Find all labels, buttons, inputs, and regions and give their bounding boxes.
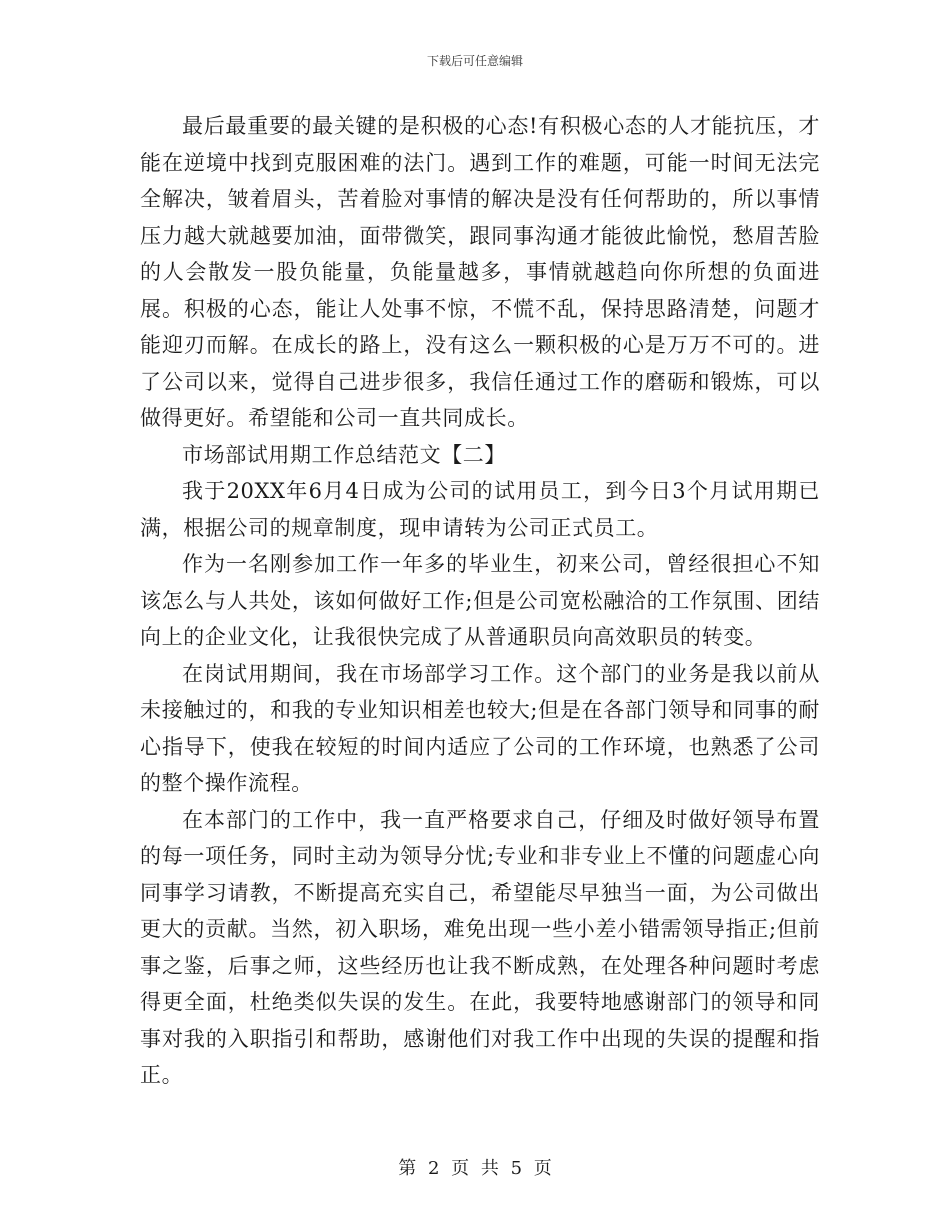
paragraph-marketing-department: 在岗试用期间，我在市场部学习工作。这个部门的业务是我以前从未接触过的，和我的专业知识相差也较大;但是在各部门领导和同事的耐心指导下，使我在较短的时间内适应了公司的工作环境，也熟悉了公司的整个操作流程。 xyxy=(140,661,820,795)
paragraph-probation-intro: 我于20XX年6月4日成为公司的试用员工，到今日3个月试用期已满，根据公司的规章制度，现申请转为公司正式员工。 xyxy=(140,479,820,540)
paragraph-positive-attitude: 最后最重要的最关键的是积极的心态!有积极心态的人才能抗压，才能在逆境中找到克服困难的法门。遇到工作的难题，可能一时间无法完全解决，皱着眉头，苦着脸对事情的解决是没有任何帮助的，所以事情压力越大就越要加油，面带微笑，跟同事沟通才能彼此愉悦，愁眉苦脸的人会散发一股负能量，负能量越多，事情就越趋向你所想的负面进展。积极的心态，能让人处事不惊，不慌不乱，保持思路清楚，问题才能迎刃而解。在成长的路上，没有这么一颗积极的心是万万不可的。进了公司以来，觉得自己进步很多，我信任通过工作的磨砺和锻炼，可以做得更好。希望能和公司一直共同成长。 xyxy=(140,114,820,430)
page-header: 下载后可任意编辑 xyxy=(426,54,523,68)
paragraph-new-graduate: 作为一名刚参加工作一年多的毕业生，初来公司，曾经很担心不知该怎么与人共处，该如何做好工作;但是公司宽松融洽的工作氛围、团结向上的企业文化，让我很快完成了从普通职员向高效职员的转变。 xyxy=(140,552,820,649)
paragraph-work-attitude: 在本部门的工作中，我一直严格要求自己，仔细及时做好领导布置的每一项任务，同时主动为领导分忧;专业和非专业上不懂的问题虚心向同事学习请教，不断提高充实自己，希望能尽早独当一面，为公司做出更大的贡献。当然，初入职场，难免出现一些小差小错需领导指正;但前事之鉴，后事之师，这些经历也让我不断成熟，在处理各种问题时考虑得更全面，杜绝类似失误的发生。在此，我要特地感谢部门的领导和同事对我的入职指引和帮助，感谢他们对我工作中出现的失误的提醒和指正。 xyxy=(140,807,820,1087)
document-body xyxy=(140,108,820,1094)
section-heading: 市场部试用期工作总结范文【二】 xyxy=(182,442,506,467)
page-number-footer: 第 2 页 共 5 页 xyxy=(398,1158,552,1179)
